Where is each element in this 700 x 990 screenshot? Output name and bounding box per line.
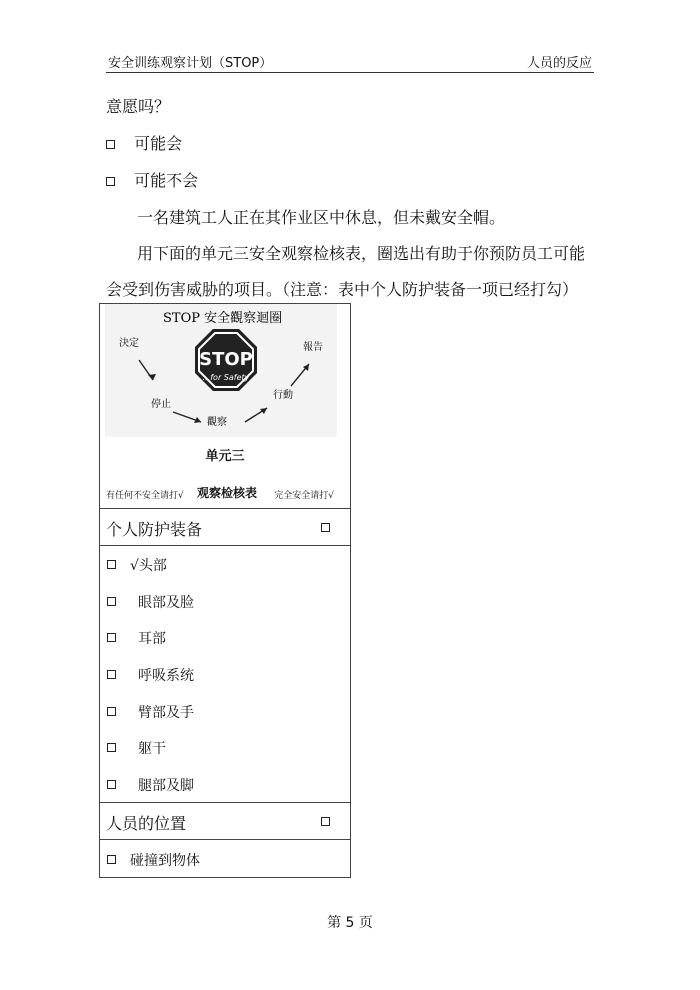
page-header (106, 50, 594, 73)
checklist-item (100, 628, 350, 648)
checkbox[interactable] (106, 177, 115, 186)
item-label: 呼吸系统 (138, 668, 194, 684)
checkbox[interactable] (107, 670, 116, 679)
checklist-title: 观察检核表 (197, 486, 258, 500)
section-title: 人员的位置 (106, 814, 187, 833)
option-1[interactable] (106, 131, 182, 154)
item-label: 眼部及脸 (138, 595, 194, 611)
item-label: 腿部及脚 (138, 778, 194, 794)
checkbox[interactable] (107, 560, 116, 569)
step-observe: 觀察 (207, 417, 227, 428)
checkbox[interactable] (107, 597, 116, 606)
stop-cycle-figure (105, 304, 337, 437)
item-label: 躯干 (138, 741, 166, 757)
stop-sign-subtext: ...for Safety (202, 373, 250, 382)
step-stop: 停止 (151, 399, 171, 410)
option-2[interactable] (106, 168, 198, 191)
instruction-line-2: 会受到伤害威胁的项目。（注意：表中个人防护装备一项已经打勾） (106, 280, 579, 299)
item-label: 耳部 (138, 631, 166, 647)
item-label: 碰撞到物体 (130, 853, 200, 869)
checkbox[interactable] (321, 523, 330, 532)
checklist-item (100, 775, 350, 795)
unsafe-note: 有任何不安全请打√ (106, 491, 184, 501)
checklist-item (100, 665, 350, 685)
checkbox[interactable] (107, 743, 116, 752)
checklist-card (99, 303, 351, 878)
step-decide: 決定 (119, 338, 139, 349)
checklist-item (100, 702, 350, 722)
checkbox[interactable] (107, 633, 116, 642)
checkbox[interactable] (321, 817, 330, 826)
checkbox[interactable] (107, 855, 116, 864)
checklist-item (100, 850, 350, 870)
option-label: 可能会 (134, 134, 183, 153)
instruction-line-1: 用下面的单元三安全观察检核表，圈选出有助于你预防员工可能 (137, 244, 586, 263)
checkbox[interactable] (107, 780, 116, 789)
page-number: 第 5 页 (327, 915, 373, 931)
continued-text: 意愿吗？ (106, 97, 171, 116)
figure-title: STOP 安全觀察迴圈 (163, 311, 283, 326)
header-section: 人员的反应 (526, 56, 592, 71)
checkbox[interactable] (106, 140, 115, 149)
item-label: 臂部及手 (138, 705, 194, 721)
section-title: 个人防护装备 (106, 520, 203, 539)
checklist-item (100, 738, 350, 758)
section-ppe (100, 508, 350, 546)
step-act: 行動 (273, 390, 293, 401)
unit-title: 单元三 (205, 449, 245, 464)
stop-sign-text: STOP (199, 349, 253, 370)
scenario-paragraph: 一名建筑工人正在其作业区中休息，但未戴安全帽。 (137, 208, 506, 227)
checklist-item (100, 592, 350, 612)
checklist-caption-row (100, 484, 350, 504)
checkbox[interactable] (107, 707, 116, 716)
checklist-item (100, 555, 350, 575)
step-report: 報告 (303, 342, 323, 353)
section-position (100, 802, 350, 840)
safe-note: 完全安全请打√ (274, 491, 334, 501)
header-title: 安全训练观察计划（STOP） (108, 56, 273, 71)
option-label: 可能不会 (134, 171, 199, 190)
item-label: √头部 (130, 558, 167, 574)
